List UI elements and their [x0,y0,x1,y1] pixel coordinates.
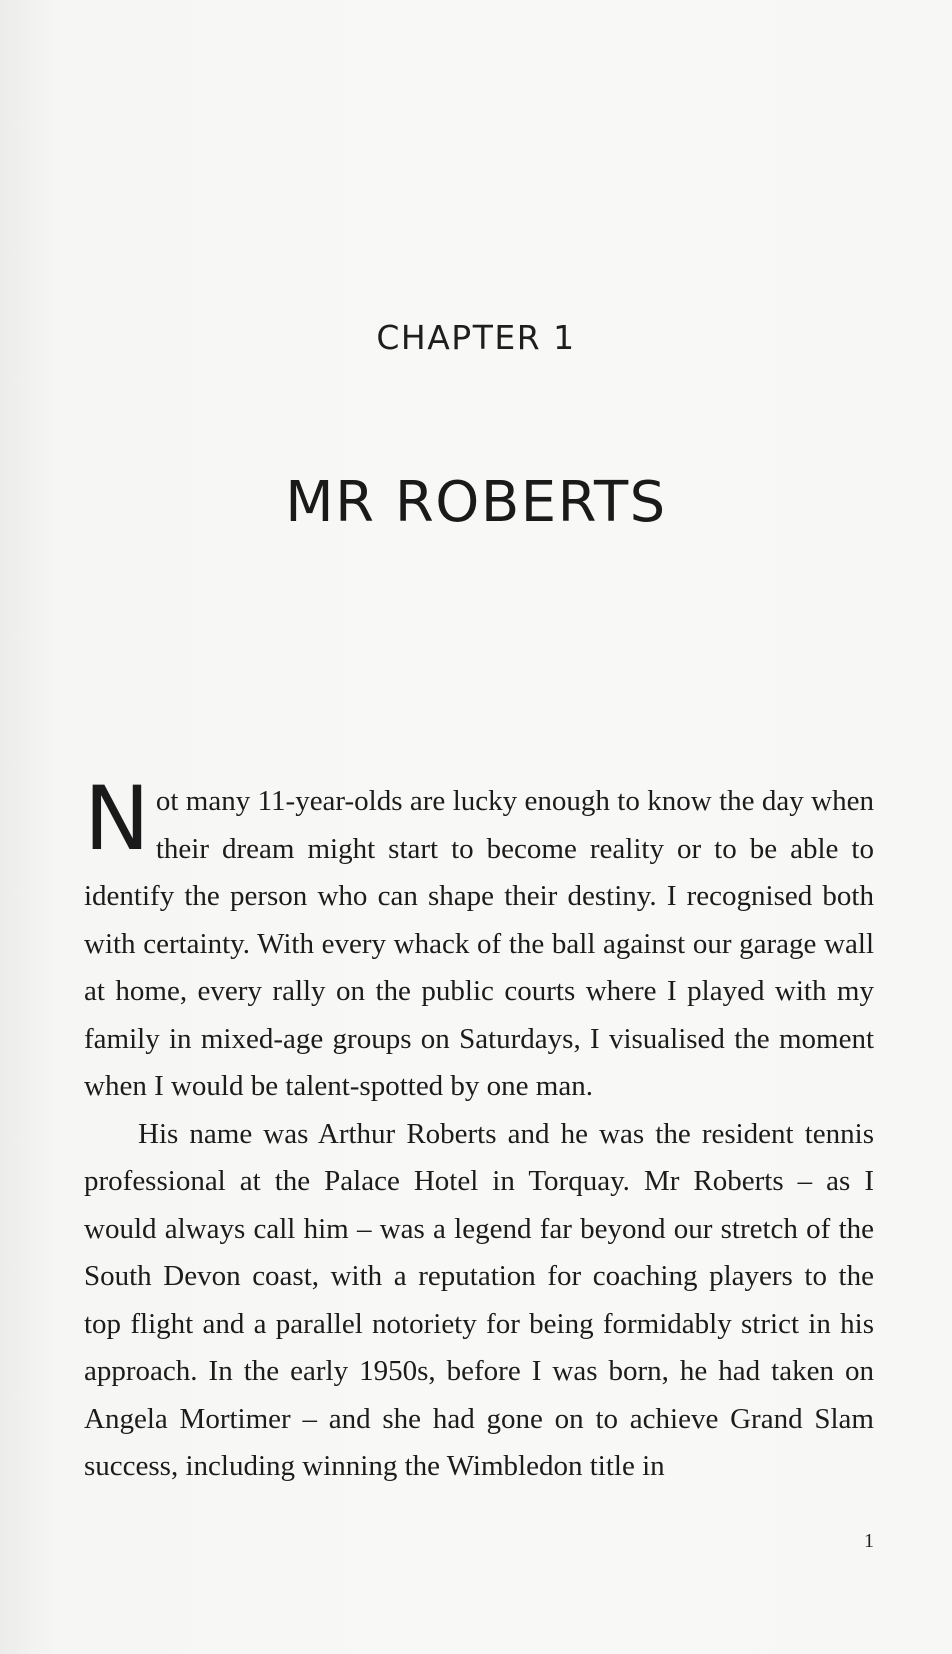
paragraph-2: His name was Arthur Roberts and he was the resident tennis professional at the Palace Hotel in Torquay. Mr Roberts – as I would always call him – was a legend far beyond our stretch of the South Devon coast, with a reputation for coaching players to the top flight and a parallel notoriety for being formidably strict in his approach. In the early 1950s, before I was born, he had taken on Angela Mortimer – and she had gone on to achieve Grand Slam success, including winning the Wimbledon title in [84,1117,874,1482]
page-number: 1 [864,1530,874,1552]
chapter-body [84,767,874,1491]
chapter-label: CHAPTER 1 [376,318,576,357]
chapter-title: MR ROBERTS [285,470,667,535]
paragraph-1-text: ot many 11-year-olds are lucky enough to know the day when their dream might start to become reality or to be able to identify the person who can shape their destiny. I recognised both with certainty. With every whack of the ball against our garage wall at home, every rally on the public courts where I played with my family in mixed-age groups on Saturdays, I visualised the moment when I would be talent-spotted by one man. [84,785,874,1102]
paragraph-1 [84,767,874,1111]
drop-cap: N [84,767,150,870]
